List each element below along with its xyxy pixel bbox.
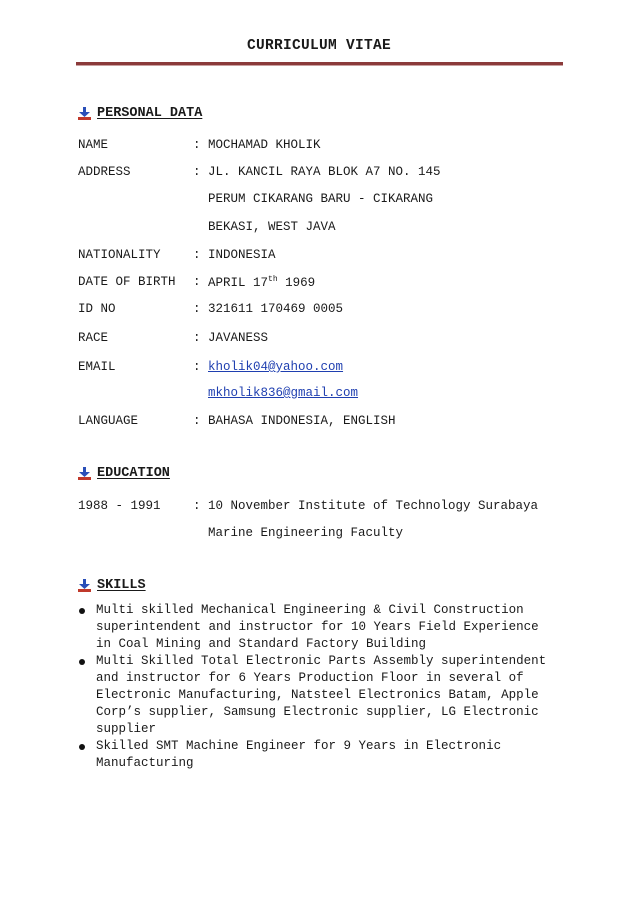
field-separator: : — [193, 360, 201, 374]
skill-item — [78, 738, 568, 772]
education-institution: 10 November Institute of Technology Surabaya — [208, 499, 539, 513]
skill-line: and instructor for 6 Years Production Floor in several of — [96, 671, 524, 685]
skill-item — [78, 653, 568, 738]
skills-heading — [78, 578, 146, 593]
bullet-dot-icon — [79, 608, 85, 614]
field-label: NATIONALITY — [78, 248, 161, 262]
arrow-bullet-icon — [78, 579, 91, 592]
skills-list — [78, 602, 568, 772]
field-separator: : — [193, 138, 201, 152]
field-label: NAME — [78, 138, 109, 152]
education-faculty: Marine Engineering Faculty — [208, 526, 404, 540]
field-label: EMAIL — [78, 360, 116, 374]
skill-line: Skilled SMT Machine Engineer for 9 Years in Electronic — [96, 739, 502, 753]
skill-line: Corp’s supplier, Samsung Electronic supplier, LG Electronic — [96, 705, 539, 719]
field-separator: : — [193, 248, 201, 262]
field-value: JL. KANCIL RAYA BLOK A7 NO. 145 — [208, 165, 441, 179]
education-separator: : — [193, 499, 201, 513]
ordinal-suffix: th — [268, 275, 278, 284]
skill-line: Manufacturing — [96, 756, 194, 770]
field-separator: : — [193, 414, 201, 428]
bullet-dot-icon — [79, 744, 85, 750]
personal-data-heading — [78, 106, 202, 121]
skill-item — [78, 602, 568, 653]
skill-line: superintendent and instructor for 10 Years Field Experience — [96, 620, 539, 634]
field-value[interactable] — [208, 360, 343, 374]
field-label: ID NO — [78, 302, 116, 316]
field-value: BEKASI, WEST JAVA — [208, 220, 336, 234]
education-heading-text: EDUCATION — [97, 466, 170, 481]
field-label: LANGUAGE — [78, 414, 139, 428]
email-link[interactable]: mkholik836@gmail.com — [208, 386, 359, 400]
field-value: JAVANESS — [208, 331, 269, 345]
skill-line: Multi Skilled Total Electronic Parts Assembly superintendent — [96, 654, 547, 668]
field-label: ADDRESS — [78, 165, 131, 179]
field-label: RACE — [78, 331, 109, 345]
field-separator: : — [193, 275, 201, 289]
field-value[interactable] — [208, 386, 358, 400]
skill-line: in Coal Mining and Standard Factory Building — [96, 637, 427, 651]
skill-line: Multi skilled Mechanical Engineering & Civil Construction — [96, 603, 524, 617]
arrow-bullet-icon — [78, 107, 91, 120]
field-value: APRIL 17th 1969 — [208, 275, 316, 290]
title-rule — [76, 62, 563, 66]
bullet-dot-icon — [79, 659, 85, 665]
field-value: 321611 170469 0005 — [208, 302, 344, 316]
field-label: DATE OF BIRTH — [78, 275, 176, 289]
personal-data-heading-text: PERSONAL DATA — [97, 106, 203, 121]
skills-heading-text: SKILLS — [97, 578, 146, 593]
document-title: CURRICULUM VITAE — [246, 38, 392, 54]
email-link[interactable]: kholik04@yahoo.com — [208, 360, 344, 374]
arrow-bullet-icon — [78, 467, 91, 480]
skill-line: supplier — [96, 722, 157, 736]
education-heading — [78, 466, 170, 481]
field-separator: : — [193, 331, 201, 345]
field-value: PERUM CIKARANG BARU - CIKARANG — [208, 192, 434, 206]
field-separator: : — [193, 165, 201, 179]
field-value: BAHASA INDONESIA, ENGLISH — [208, 414, 396, 428]
field-value: INDONESIA — [208, 248, 276, 262]
skill-line: Electronic Manufacturing, Natsteel Electronics Batam, Apple — [96, 688, 539, 702]
field-separator: : — [193, 302, 201, 316]
education-period: 1988 - 1991 — [78, 499, 161, 513]
field-value: MOCHAMAD KHOLIK — [208, 138, 321, 152]
